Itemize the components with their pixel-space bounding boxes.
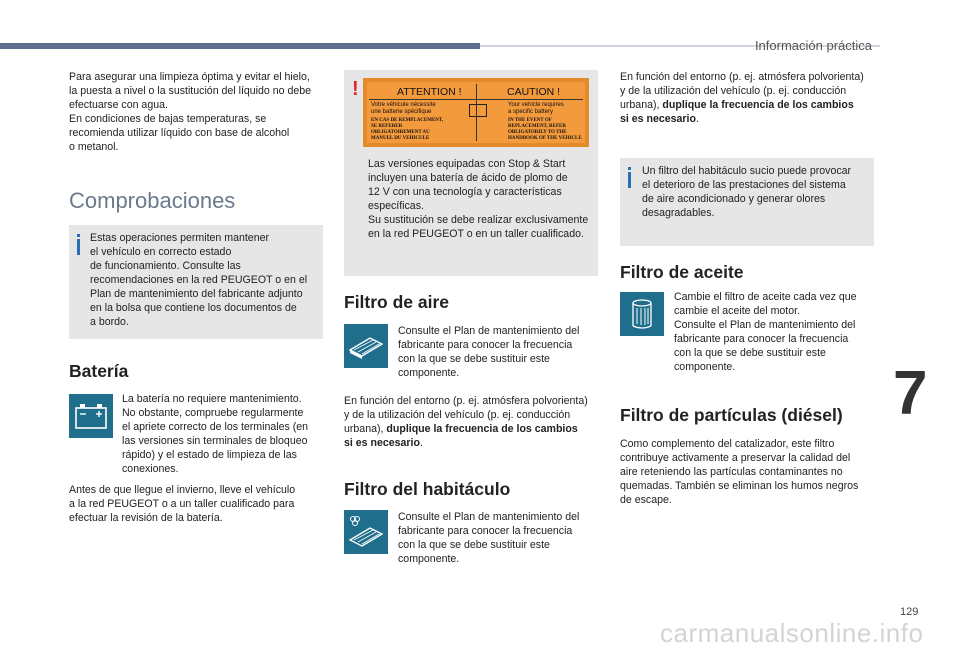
oil-filter-heading: Filtro de aceite	[620, 262, 744, 282]
battery-warning-label	[363, 78, 589, 147]
note-line: el vehículo en correcto estado	[90, 246, 232, 258]
particle-filter-text	[620, 437, 880, 507]
battery-line: No obstante, compruebe regularmente	[122, 407, 304, 419]
air-filter-line: fabricante para conocer la frecuencia	[398, 339, 573, 351]
warning-line: Votre véhicule nécessite	[371, 102, 436, 108]
warning-line: SE REFERER	[371, 124, 403, 129]
warning-line: Your vehicle requires	[508, 102, 564, 108]
oil-filter-line: Consulte el Plan de mantenimiento del	[674, 319, 856, 331]
particle-line: Como complemento del catalizador, este filtro	[620, 438, 835, 450]
cabin-note-text	[642, 164, 872, 220]
particle-line: de escape.	[620, 494, 672, 506]
air-filter-icon	[344, 324, 388, 368]
watermark: carmanualsonline.info	[660, 618, 924, 648]
intro-line: efectuarse con agua.	[69, 99, 168, 111]
battery-heading: Batería	[69, 361, 129, 381]
cabin-filter-text	[398, 510, 598, 566]
battery-line: conexiones.	[122, 463, 179, 475]
air-filter-line: Consulte el Plan de mantenimiento del	[398, 325, 580, 337]
note-line: Su sustitución se debe realizar exclusivamente	[368, 214, 589, 226]
particle-filter-heading: Filtro de partículas (diésel)	[620, 405, 843, 425]
note-line: recomendaciones en la red PEUGEOT o en el	[90, 274, 308, 286]
warning-fr-title: ATTENTION !	[397, 86, 462, 98]
env-line: urbana),	[620, 99, 663, 111]
warning-fr-small	[371, 102, 436, 116]
particle-line: aire reteniendo las partículas contaminantes no	[620, 466, 843, 478]
checks-note-box	[69, 225, 323, 339]
intro-line: En condiciones de bajas temperaturas, se	[69, 113, 267, 125]
warning-en-title: CAUTION !	[507, 86, 561, 98]
cabin-filter-heading: Filtro del habitáculo	[344, 479, 511, 499]
cabin-filter-line: componente.	[398, 553, 460, 565]
intro-line: Para asegurar una limpieza óptima y evitar el hielo,	[69, 71, 310, 83]
intro-line: o metanol.	[69, 141, 119, 153]
note-line: Las versiones equipadas con Stop & Start	[368, 158, 566, 170]
oil-filter-text	[674, 290, 879, 374]
intro-line: la puesta a nivel o la sustitución del líquido no debe	[69, 85, 312, 97]
note-line: Plan de mantenimiento del fabricante adjunto	[90, 288, 303, 300]
env-bold-line: duplique la frecuencia de los cambios	[386, 423, 578, 435]
cabin-filter-line: fabricante para conocer la frecuencia	[398, 525, 573, 537]
warning-line: a specific battery	[508, 109, 554, 115]
section-title: Información práctica	[754, 38, 872, 53]
oil-filter-line: fabricante para conocer la frecuencia	[674, 333, 849, 345]
warning-line: une batterie spécifique	[371, 109, 432, 115]
env-bold-line: duplique la frecuencia de los cambios	[662, 99, 854, 111]
winter-line: efectuar la revisión de la batería.	[69, 512, 223, 524]
chapter-number: 7	[893, 359, 928, 428]
checks-note-text	[90, 231, 320, 329]
air-filter-line: componente.	[398, 367, 460, 379]
warning-en-small	[508, 102, 564, 116]
note-line: 12 V con una tecnología y características	[368, 186, 562, 198]
battery-line: las versiones sin terminales de bloqueo	[122, 435, 308, 447]
particle-line: contribuye activamente a preservar la calidad del	[620, 452, 851, 464]
note-line: en la bolsa que contiene los documentos de	[90, 302, 297, 314]
battery-text	[122, 392, 327, 476]
warning-line: HANDBOOK OF THE VEHICLE	[508, 136, 582, 141]
env-bold-line: si es necesario	[620, 113, 696, 125]
cabin-filter-icon	[344, 510, 388, 554]
oil-filter-line: con la que se debe sustituir este	[674, 347, 826, 359]
cabin-filter-line: Consulte el Plan de mantenimiento del	[398, 511, 580, 523]
header-accent-bar	[0, 43, 480, 49]
note-line: de funcionamiento. Consulte las	[90, 260, 241, 272]
air-env-text: En función del entorno (p. ej. atmósfera polvorienta) y de la utilización del vehículo (p. ej. conducción urbana), duplique la frecuencia de los cambios si es necesario.	[344, 394, 604, 450]
warning-line: REPLACEMENT, REFER	[508, 124, 566, 129]
warning-line: OBLIGATOIREMENT AU	[371, 130, 430, 135]
warning-fr-tiny	[371, 118, 443, 142]
battery-line: La batería no requiere mantenimiento.	[122, 393, 302, 405]
oil-filter-line: componente.	[674, 361, 736, 373]
warning-line: IN THE EVENT OF	[508, 118, 552, 123]
air-filter-heading: Filtro de aire	[344, 292, 450, 312]
checks-heading: Comprobaciones	[69, 188, 236, 213]
warning-line: EN CAS DE REMPLACEMENT,	[371, 118, 444, 123]
battery-icon	[69, 394, 113, 438]
warning-line: MANUEL DU VEHICULE	[371, 136, 430, 141]
oil-filter-icon	[620, 292, 664, 336]
oil-filter-line: cambie el aceite del motor.	[674, 305, 801, 317]
warning-exclamation-icon: !	[352, 78, 359, 100]
intro-paragraph	[69, 70, 324, 154]
env-line: En función del entorno (p. ej. atmósfera polvorienta)	[344, 395, 588, 407]
note-line: de aire acondicionado y generar olores	[642, 193, 826, 205]
note-line: en la red PEUGEOT o en un taller cualificado.	[368, 228, 584, 240]
intro-line: recomienda utilizar líquido con base de alcohol	[69, 127, 290, 139]
env-line: urbana),	[344, 423, 387, 435]
winter-text	[69, 483, 324, 525]
winter-line: a la red PEUGEOT o a un taller cualificado para	[69, 498, 295, 510]
warning-battery-icon	[469, 104, 487, 117]
battery-line: el apriete correcto de los terminales (en	[122, 421, 309, 433]
note-line: desagradables.	[642, 207, 715, 219]
battery-line: rápido) y el estado de limpieza de las	[122, 449, 297, 461]
cabin-filter-line: con la que se debe sustituir este	[398, 539, 550, 551]
winter-line: Antes de que llegue el invierno, lleve el vehículo	[69, 484, 296, 496]
oil-filter-line: Cambie el filtro de aceite cada vez que	[674, 291, 857, 303]
env-line: y de la utilización del vehículo (p. ej. conducción	[344, 409, 571, 421]
note-line: Un filtro del habitáculo sucio puede provocar	[642, 165, 852, 177]
warning-line: OBLIGATORILY TO THE	[508, 130, 567, 135]
page-number: 129	[900, 606, 919, 618]
note-line: a bordo.	[90, 316, 129, 328]
air-filter-text	[398, 324, 598, 380]
particle-line: quemadas. También se eliminan los humos negros	[620, 480, 859, 492]
note-line: Estas operaciones permiten mantener	[90, 232, 270, 244]
note-line: incluyen una batería de ácido de plomo de	[368, 172, 568, 184]
warning-en-tiny	[508, 118, 582, 142]
env-line: y de la utilización del vehículo (p. ej. conducción	[620, 85, 847, 97]
env-bold-line: si es necesario	[344, 437, 420, 449]
cabin-env-text: En función del entorno (p. ej. atmósfera polvorienta) y de la utilización del vehículo (p. ej. conducción urbana), duplique la frecuencia de los cambios si es necesario.	[620, 70, 880, 126]
note-line: específicas.	[368, 200, 424, 212]
env-line: En función del entorno (p. ej. atmósfera polvorienta)	[620, 71, 864, 83]
stopstart-note-text	[368, 157, 598, 241]
note-line: el deterioro de las prestaciones del sistema	[642, 179, 846, 191]
cabin-filter-note-box	[620, 158, 874, 246]
air-filter-line: con la que se debe sustituir este	[398, 353, 550, 365]
